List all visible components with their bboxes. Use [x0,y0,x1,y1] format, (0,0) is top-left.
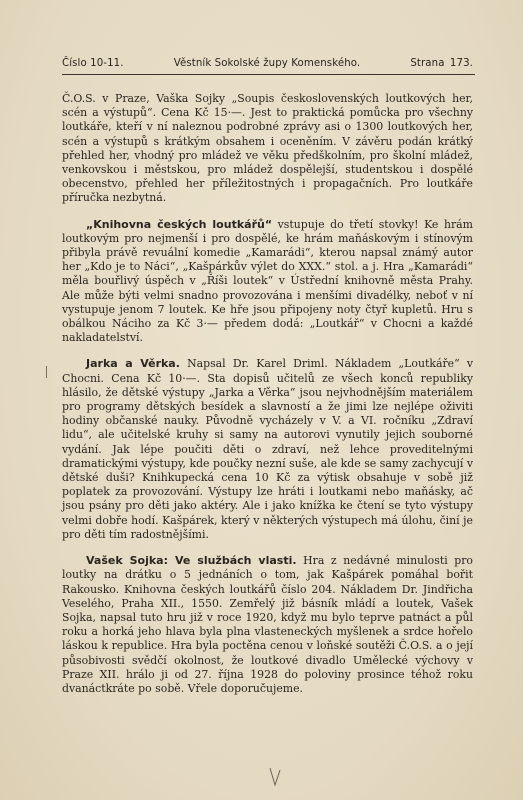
paragraph-text: Napsal Dr. Karel Driml. Nákladem „Loutkáře“ v Chocni. Cena Kč 10·—. Sta dopisů učitelů ze všech konců republiky hlásilo, že dětské výstupy „Jarka a Věrka“ jsou nejvhodnějším materiálem pro programy dětských besídek a slavností a že jimi lze nejlépe oživiti hodiny občanské nauky. Původně vycházely v V. a VI. ročníku „Zdraví lidu“, ale učitelské kruhy si samy na autorovi vynutily jejich souborné vydání. Jak lépe poučiti děti o zdraví, než lehce proveditelnými dramatickými výstupy, kde poučky nezní suše, ale kde se samy zachycují v dětské duši? Knihkupecká cena 10 Kč za výtisk obsahuje v sobě již poplatek za provozování. Výstupy lze hráti i loutkami nebo maňásky, ač jsou psány pro děti jako aktéry. Ale i jako knížka ke čtení se tyto výstupy velmi dobře hodí. Kašpárek, který v některých výstupech má úlohu, činí je pro děti tím radostnějšími. [62,357,473,541]
margin-mark [46,366,50,378]
paragraph-ve-sluzbach-vlasti [62,554,473,696]
paragraph-heading: Jarka a Věrka. [86,357,180,371]
paragraph-knihovna [62,218,473,346]
paragraph-jarka-a-verka [62,357,473,542]
header-rule [62,74,475,75]
paragraph-heading: Vašek Sojka: Ve službách vlasti. [86,554,297,568]
page-number-block [410,58,473,69]
running-header [62,58,473,69]
pencil-mark-icon [268,766,282,788]
paragraph-soupis [62,92,473,206]
paragraph-text: Hra z nedávné minulosti pro loutky na drátku o 5 jednáních o tom, jak Kašpárek pomáhal bořit Rakousko. Knihovna českých loutkářů číslo 204. Nákladem Dr. Jindřicha Veselého, Praha XII., 1550. Zemřelý již básník mládí a loutek, Vašek Sojka, napsal tuto hru již v roce 1920, když mu bylo teprve patnáct a půl roku a horká jeho hlava byla plna vlasteneckých myšlenek a srdce hořelo láskou k republice. Hra byla poctěna cenou v loňské soutěži Č.O.S. a o její působivosti svědčí okolnost, že loutkové divadlo Umělecké výchovy v Praze XII. hrálo ji od 27. října 1928 do poloviny prosince téhož roku dvanáctkráte po sobě. Vřele doporučujeme. [62,554,473,695]
page-label: Strana [410,58,445,69]
paragraph-text: vstupuje do třetí stovky! Ke hrám loutkovým pro nejmenší i pro dospělé, ke hrám maňáskovým i stínovým přibyla právě revuální komedie „Kamarádi“, kterou napsal známý autor her „Kdo je to Náci“, „Kašpárkův výlet do XXX.“ stol. a j. Hra „Kamarádi“ měla bouřlivý úspěch v „Říši loutek“ v Ústřední knihovně města Prahy. Ale může býti velmi snadno provozována i menšími divadélky, neboť v ní vystupuje jenom 7 loutek. Ke hře jsou připojeny noty čtyř kupletů. Hru s obálkou Náciho za Kč 3·— předem dodá: „Loutkář“ v Chocni a každé nakladatelství. [62,217,473,345]
issue-number: Číslo 10-11. [62,58,124,69]
paragraph-text: Č.O.S. v Praze, Vaška Sojky „Soupis československých loutkových her, scén a výstupů“. Cena Kč 15·—. Jest to praktická pomůcka pro všechny loutkáře, kteří v ní naleznou podrobné zprávy asi o 1300 loutkových her, scén a výstupů s krátkým obsahem i oceněním. V závěru podán krátký přehled her, vhodný pro mládež ve věku předškolním, pro školní mládež, venkovskou i městskou, pro mládež dospělejší, studentskou i dospělé obecenstvo, přehled her příležitostných i propagačních. Pro loutkáře příručka nezbytná. [62,92,473,205]
paragraph-heading: „Knihovna českých loutkářů“ [86,217,273,231]
article-body [62,92,473,696]
journal-title: Věstník Sokolské župy Komenského. [173,58,361,69]
page-number: 173. [449,58,473,69]
